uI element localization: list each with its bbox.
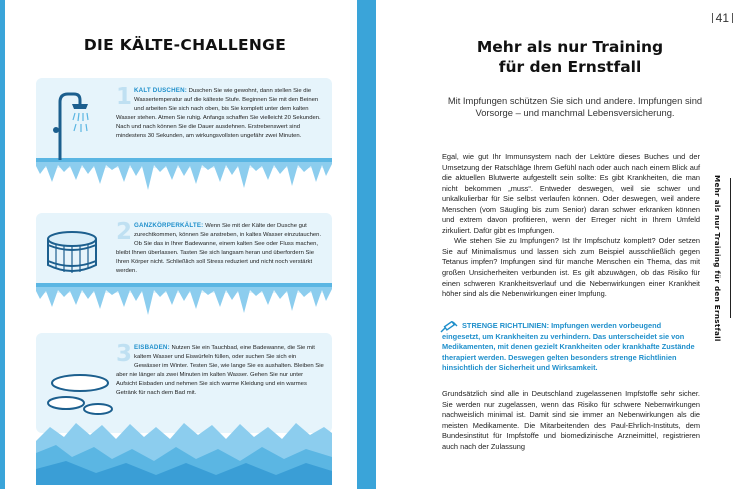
card-description: Wenn Sie mit der Kälte der Dusche gut zurechtkommen, können Sie anstreben, in kaltes Wasser einzutauchen. Ob Sie das in Ihrer Badewanne, einem kalten See oder Fluss machen, bleibt Ihnen überlassen. Tasten Sie sich langsam heran und überfordern Sie Ihren Körper nicht. Schließlich soll Stress reduziert und nicht noch verstärkt werden.: [116, 223, 322, 275]
challenge-card-ice-bath: [36, 333, 332, 483]
tip-box: [442, 321, 700, 374]
left-page-title: DIE KÄLTE-CHALLENGE: [83, 36, 287, 54]
card-number: 1: [116, 84, 133, 110]
running-header-vertical: Mehr als nur Training für den Ernstfall: [713, 175, 722, 342]
card-heading: GANZKÖRPERKÄLTE:: [134, 222, 204, 229]
chapter-subtitle: Mit Impfungen schützen Sie sich und andere. Impfungen sind Vorsorge – und manchmal Lebensversicherung.: [447, 95, 703, 118]
chapter-title-line-1: Mehr als nur Training: [476, 38, 664, 56]
spine-color-band: [357, 0, 376, 489]
left-edge-band: [0, 0, 5, 489]
shower-icon: [50, 90, 90, 162]
syringe-icon: [440, 321, 458, 333]
card-number: 3: [116, 341, 133, 367]
body-paragraph-1: Egal, wie gut Ihr Immunsystem nach der Lektüre dieses Buches und der Umsetzung der Ratschläge Ihrem Gefühl nach oder auch nach einem Blick auf die aktuellen Blutwerte aufgestellt sein sollte: Es gibt Krankheiten, die man nicht bekommen „muss“. Entweder deswegen, weil sie schwer und unkalkulierbar für Sie selbst verlaufen können. Oder deswegen, weil andere Menschen (vom Säugling bis zum Senior) daran schwer erkranken können und extrem davon profitieren, wenn der Erreger nicht in Ihrem Umfeld zirkuliert. Dafür gibt es Impfungen.: [442, 152, 700, 235]
running-header-rule: [730, 178, 731, 318]
ice-floor: [36, 419, 332, 485]
body-paragraph-3: Grundsätzlich sind alle in Deutschland zugelassenen Impfstoffe sehr sicher. Sie werden nur zugelassen, wenn das Risiko für schwere Nebenwirkungen nachweislich minimal ist. Damit sind sie immer an Nebenwirkungen als die meisten Medikamente. Die Mitarbeitenden des Paul-Ehrlich-Instituts, dem Bundesinstitut für Impfstoffe und biomedizinische Arzneimittel, registrieren auch nach der Zulassung: [442, 389, 700, 451]
tip-text: STRENGE RICHTLINIEN: Impfungen werden vorbeugend eingesetzt, um Krankheiten zu verhindern. Das unterscheidet sie von Medikamenten, mit denen gezielt Krankheiten oder krankhafte Zustände therapiert werden. Deswegen gelten besonders strenge Richtlinien hinsichtlich der Sicherheit und Wirksamkeit.: [442, 321, 695, 373]
card-content: [116, 86, 324, 142]
chapter-title-line-2: für den Ernstfall: [498, 58, 642, 76]
challenge-card-cold-shower: [36, 78, 332, 196]
card-text-block: [116, 86, 324, 142]
body-text-lower: [442, 389, 700, 452]
card-text-block: [116, 221, 324, 277]
body-paragraph-2: Wie stehen Sie zu Impfungen? Ist Ihr Impfschutz komplett? Oder setzen Sie auf Minimalismus und lassen sich zum Beispiel ausschließlich gegen Tetanus impfen? Impfungen sind für manche Menschen ein Thema, das mit großen Unsicherheiten verbunden ist. Es gilt abzuwägen, ob das Risiko für einen schweren Krankheitsverlauf und die Nebenwirkungen einer Krankheit höher sind als die Nebenwirkungen einer Impfung.: [442, 236, 700, 299]
card-content: [116, 221, 324, 277]
challenge-card-full-body-cold: [36, 213, 332, 321]
card-description: Duschen Sie wie gewohnt, dann stellen Sie die Wassertemperatur auf die kälteste Stufe. Beginnen Sie mit den Beinen und arbeiten Sie sich nach oben, bis Sie komplett unter dem kalten Wasser stehen. Atmen Sie ruhig. Anfangs schaffen Sie vielleicht 20 Sekunden. Nach und nach können Sie die Dauer ausdehnen. Erstrebenswert sind mindestens 30 Sekunden, am wirkungsvollsten ungefähr zwei Minuten.: [116, 88, 321, 140]
card-heading: KALT DUSCHEN:: [134, 87, 188, 94]
card-text-block: [116, 343, 324, 399]
ice-icicles: [36, 158, 332, 196]
card-description: Nutzen Sie ein Tauchbad, eine Badewanne, die Sie mit kaltem Wasser und Eiswürfeln füllen, oder suchen Sie sich ein Gewässer im Winter. Testen Sie, wie lange Sie es aushalten. Bleiben Sie aber nie länger als zwei Minuten im kalten Wasser. Gehen Sie nur unter Aufsicht Eisbaden und nehmen Sie sich warme Kleidung und ein warmes Getränk für nach dem Bad mit.: [116, 345, 324, 397]
card-heading: EISBADEN:: [134, 344, 170, 351]
ice-floes-icon: [44, 371, 116, 421]
page-number: 41: [709, 11, 736, 25]
card-number: 2: [116, 219, 133, 245]
ice-icicles: [36, 283, 332, 321]
wooden-tub-icon: [46, 227, 98, 279]
body-text-upper: [442, 152, 700, 300]
chapter-title: [420, 37, 720, 77]
card-content: [116, 343, 324, 399]
